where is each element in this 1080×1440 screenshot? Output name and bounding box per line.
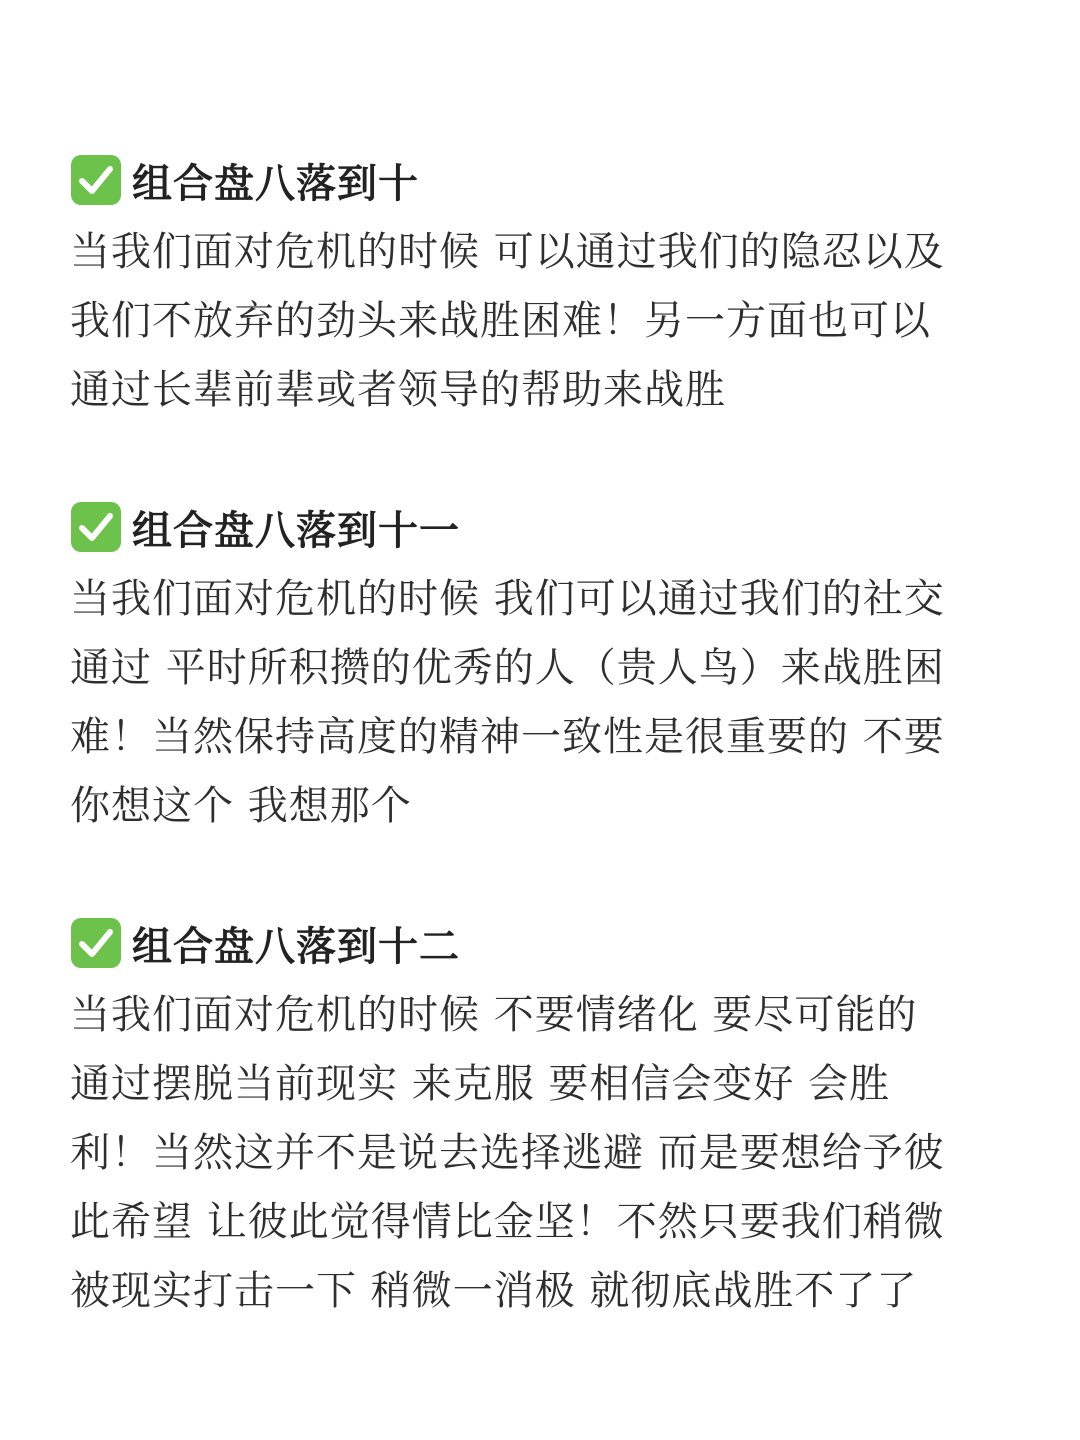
section-2 xyxy=(70,497,1010,841)
section-body: 当我们面对危机的时候 不要情绪化 要尽可能的 通过摆脱当前现实 来克服 要相信会变好 会胜 利！当然这并不是说去选择逃避 而是要想给予彼 此希望 让彼此觉得情比金坚！不然只要我们稍微 被现实打击一下 稍微一消极 就彻底战胜不了了 xyxy=(70,992,945,1314)
check-mark-button-icon xyxy=(70,917,122,969)
section-title-text: 组合盘八落到十二 xyxy=(132,923,460,970)
section-title xyxy=(70,150,1010,210)
check-mark-button-icon xyxy=(70,154,122,206)
section-body: 当我们面对危机的时候 可以通过我们的隐忍以及 我们不放弃的劲头来战胜困难！另一方面也可以 通过长辈前辈或者领导的帮助来战胜 xyxy=(70,229,945,413)
section-title-text: 组合盘八落到十一 xyxy=(132,507,460,554)
article-content xyxy=(70,150,1010,1398)
section-body: 当我们面对危机的时候 我们可以通过我们的社交 通过 平时所积攒的优秀的人（贵人鸟）来战胜困 难！当然保持高度的精神一致性是很重要的 不要 你想这个 我想那个 xyxy=(70,576,945,829)
section-3 xyxy=(70,913,1010,1326)
check-mark-button-icon xyxy=(70,501,122,553)
section-title xyxy=(70,497,1010,557)
section-1 xyxy=(70,150,1010,425)
section-title-text: 组合盘八落到十 xyxy=(132,160,419,207)
section-title xyxy=(70,913,1010,973)
